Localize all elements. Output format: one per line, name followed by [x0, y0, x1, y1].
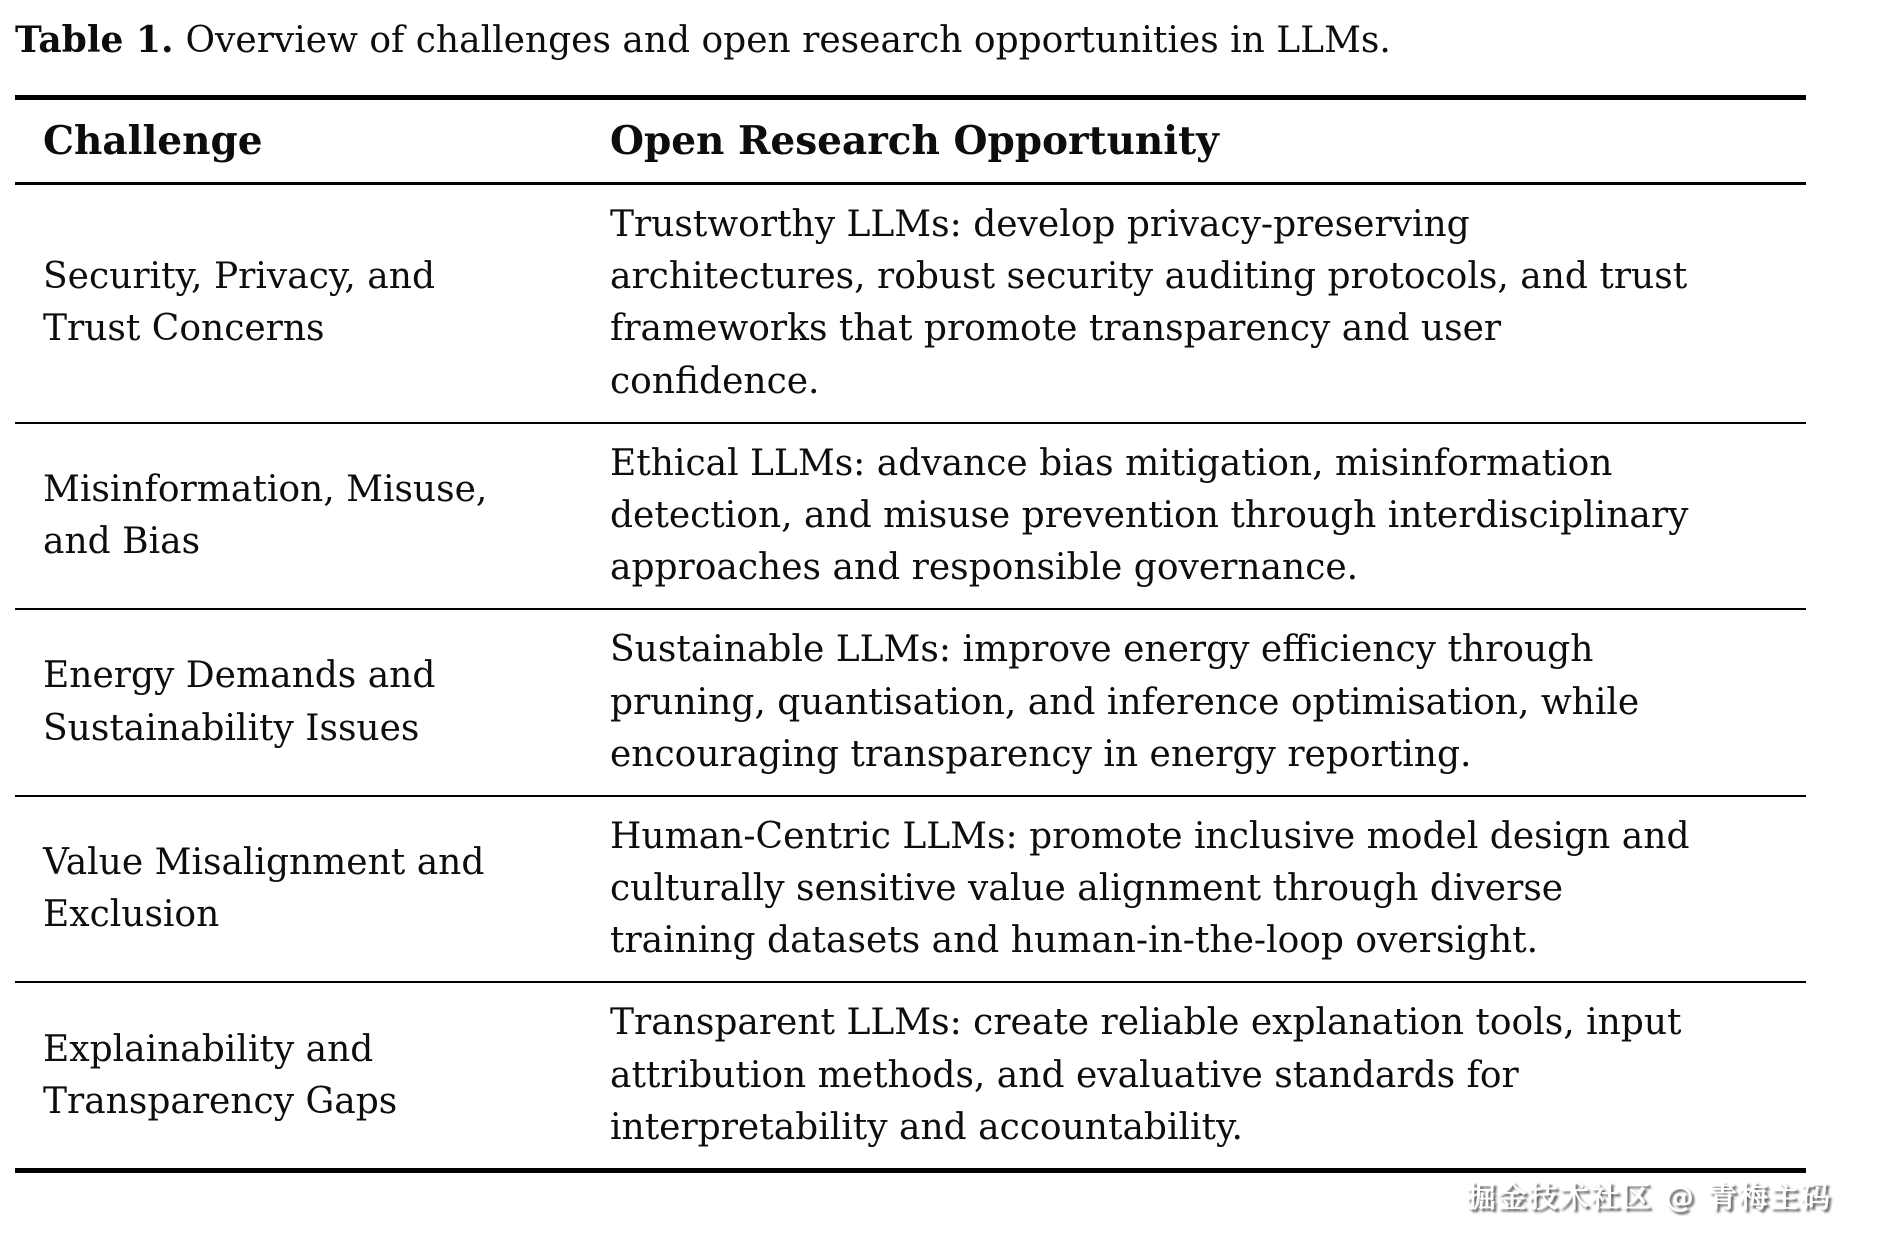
- table-caption-text: Overview of challenges and open research opportunities in LLMs.: [185, 20, 1391, 61]
- challenge-cell: Misinformation, Misuse, and Bias: [43, 468, 488, 563]
- table-row: [15, 796, 1806, 983]
- table-header-row: [15, 98, 1806, 184]
- table-caption-label: Table 1.: [15, 19, 174, 61]
- opportunity-cell: Trustworthy LLMs: develop privacy-preserving architectures, robust security auditing protocols, and trust frameworks that promote transparency and user confidence.: [610, 204, 1688, 402]
- table-caption: [15, 12, 1884, 63]
- challenge-cell: Security, Privacy, and Trust Concerns: [43, 256, 435, 350]
- table-row: [15, 609, 1806, 796]
- opportunity-cell: Transparent LLMs: create reliable explanation tools, input attribution methods, and evaluative standards for interpretability and accountability.: [610, 1002, 1682, 1148]
- column-header-challenge: Challenge: [43, 118, 263, 164]
- challenge-cell: Value Misalignment and Exclusion: [43, 841, 485, 936]
- opportunity-cell: Human-Centric LLMs: promote inclusive model design and culturally sensitive value alignment through diverse training datasets and human-in-the-loop oversight.: [610, 815, 1690, 962]
- challenge-cell: Explainability and Transparency Gaps: [43, 1028, 398, 1122]
- table-row: [15, 423, 1806, 610]
- opportunity-cell: Ethical LLMs: advance bias mitigation, misinformation detection, and misuse prevention through interdisciplinary approaches and responsible governance.: [610, 442, 1689, 589]
- column-header-open-research-opportunity: Open Research Opportunity: [610, 118, 1219, 164]
- challenge-cell: Energy Demands and Sustainability Issues: [43, 655, 436, 749]
- table-row: [15, 184, 1806, 423]
- opportunity-cell: Sustainable LLMs: improve energy efficiency through pruning, quantisation, and inference optimisation, while encouraging transparency in energy reporting.: [610, 629, 1640, 775]
- challenges-opportunities-table: [15, 95, 1806, 1173]
- watermark: 掘金技术社区 @ 青梅主码: [1466, 1180, 1832, 1214]
- table-row: [15, 982, 1806, 1170]
